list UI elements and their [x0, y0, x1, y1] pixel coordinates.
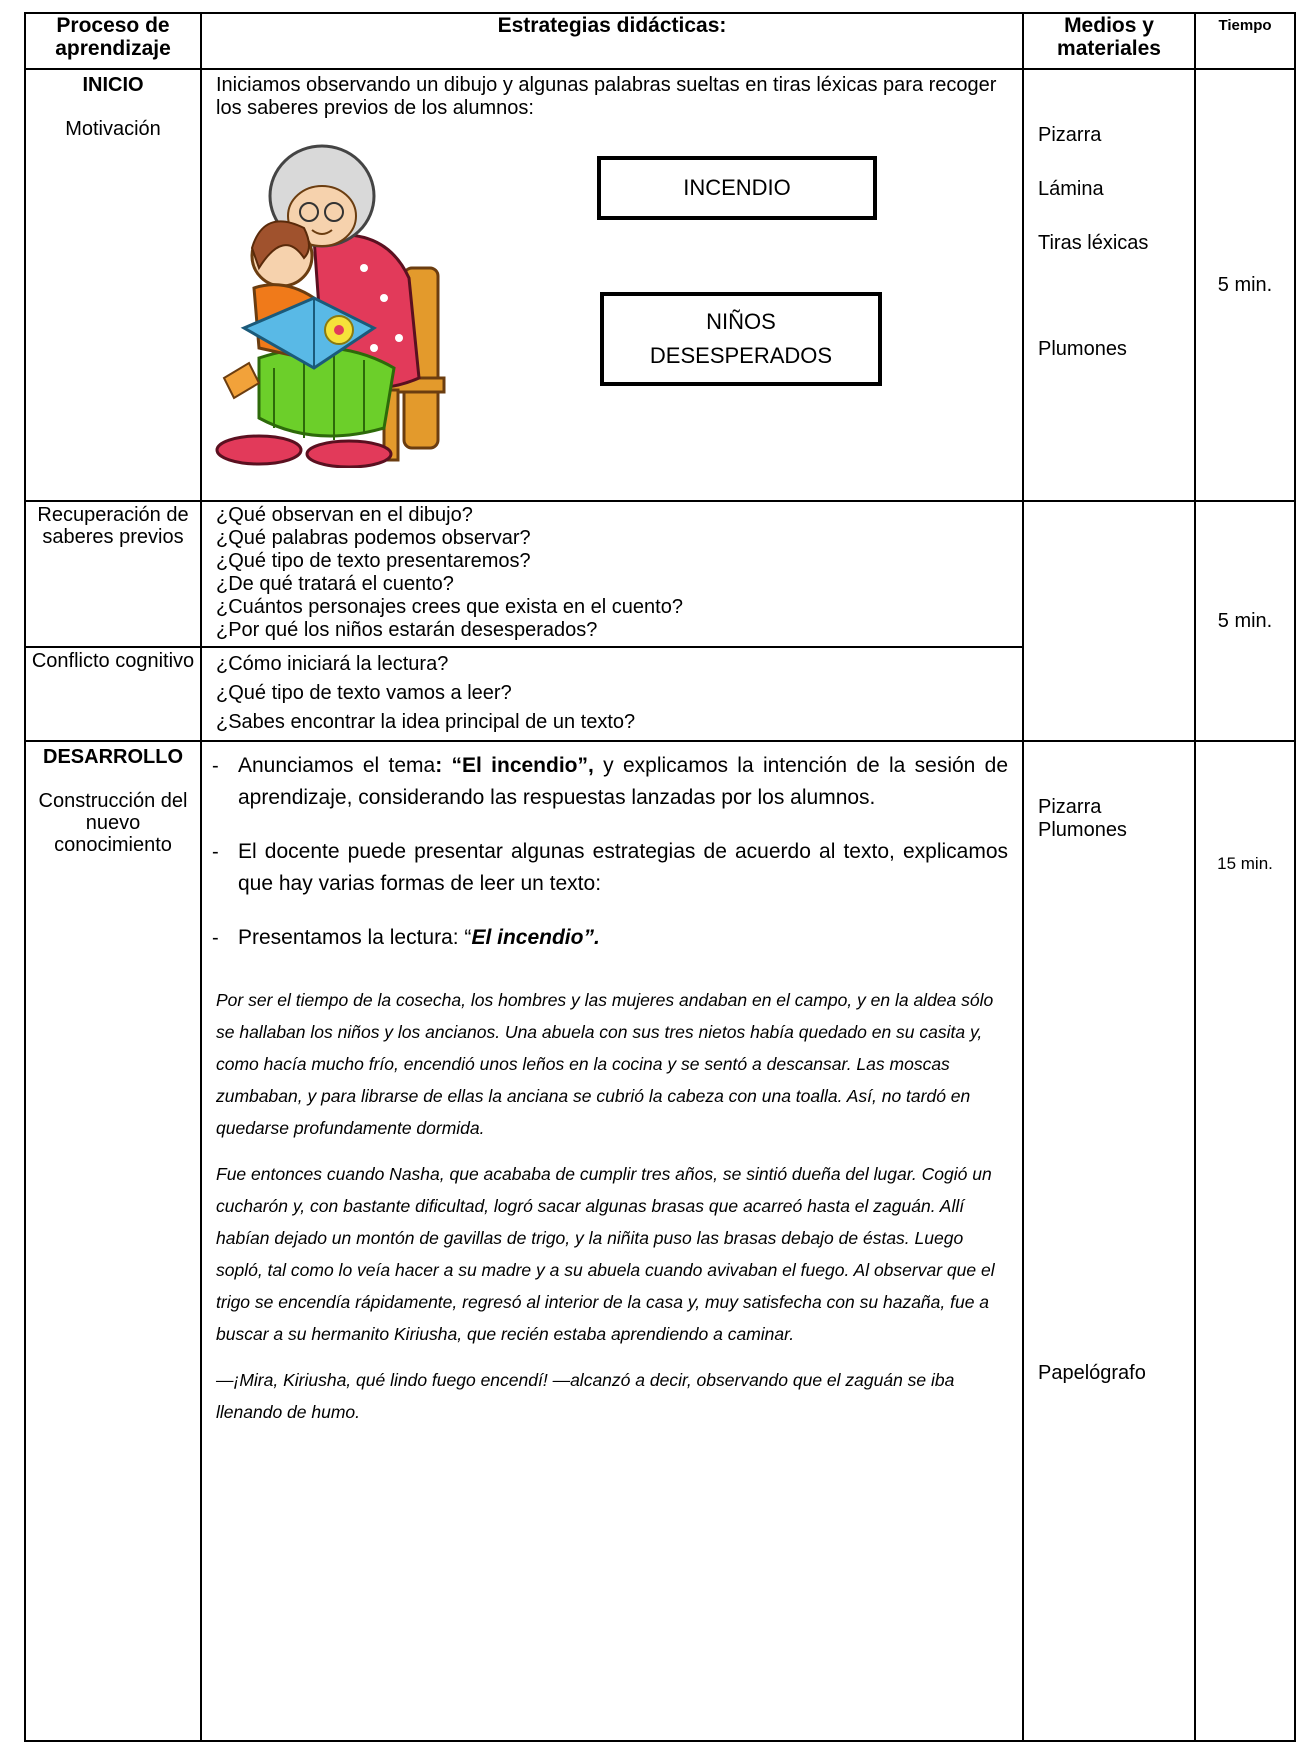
strategy-desarrollo [201, 741, 1023, 1741]
time-recuperacion: 5 min. [1195, 501, 1295, 741]
inicio-intro: Iniciamos observando un dibujo y algunas palabras sueltas en tiras léxicas para recoger los saberes previos de los alumnos: [216, 74, 997, 119]
material-plumones-2: Plumones [1038, 819, 1127, 841]
phase-desarrollo: DESARROLLO [43, 746, 183, 768]
row-inicio [25, 69, 1295, 501]
lesson-plan-table [24, 12, 1296, 1742]
strategy-inicio [201, 69, 1023, 501]
bullet3-title: El incendio”. [471, 926, 600, 949]
bullet3-pre: Presentamos la lectura: “ [238, 926, 472, 949]
stage-conflicto: Conflicto cognitivo [25, 647, 201, 741]
grandmother-reading-illustration [204, 128, 464, 468]
question-item: ¿Cuántos personajes crees que exista en el cuento? [216, 596, 683, 618]
phase-inicio-cell [25, 69, 201, 501]
bullet-presentamos [216, 922, 1008, 954]
bullet1-title: : “El incendio”, [435, 754, 594, 777]
materials-desarrollo [1023, 741, 1195, 1741]
question-item: ¿Qué tipo de texto presentaremos? [216, 550, 531, 572]
question-item: ¿De qué tratará el cuento? [216, 573, 454, 595]
strip2-line2: DESESPERADOS [649, 343, 833, 368]
motivation-illustration-area [214, 120, 1008, 500]
bullet2-text: El docente puede presentar algunas estrategias de acuerdo al texto, explicamos que hay varias formas de leer un texto: [238, 840, 1008, 895]
material-pizarra-2: Pizarra [1038, 796, 1102, 818]
material-plumones: Plumones [1038, 338, 1127, 360]
stage-recuperacion: Recuperación de saberes previos [25, 501, 201, 647]
bullet1-pre: Anunciamos el tema [238, 754, 436, 777]
material-pizarra: Pizarra [1038, 124, 1102, 146]
bullet-docente [216, 836, 1008, 900]
question-item: ¿Cómo iniciará la lectura? [216, 653, 449, 675]
question-item: ¿Qué tipo de texto vamos a leer? [216, 682, 512, 704]
word-strip-incendio: INCENDIO [597, 156, 877, 220]
question-item: ¿Por qué los niños estarán desesperados? [216, 619, 598, 641]
materials-inicio [1023, 69, 1195, 501]
header-row [25, 13, 1295, 69]
header-process: Proceso de aprendizaje [25, 13, 201, 69]
strategy-recuperacion [201, 501, 1023, 647]
story-paragraph: Fue entonces cuando Nasha, que acababa de cumplir tres años, se sintió dueña del lugar. Cogió un cucharón y, con bastante dificultad, logró sacar algunas brasas que acarreó hasta el zaguán. Allí habían dejado un montón de gavillas de trigo, y la niñita puso las brasas debajo de éstas. Luego sopló, tal como lo veía hacer a su madre y a su abuela cuando avivaban el fuego. Al observar que el trigo se encendía rápidamente, regresó al interior de la casa y, muy satisfecha con su hazaña, fue a buscar a su hermanito Kiriusha, que recién estaba aprendiendo a caminar. [216, 1164, 995, 1344]
word-strip-ninos-desesperados [600, 292, 882, 386]
material-tiras-lexicas: Tiras léxicas [1038, 232, 1149, 254]
phase-desarrollo-cell [25, 741, 201, 1741]
header-time: Tiempo [1195, 13, 1295, 69]
row-desarrollo [25, 741, 1295, 1741]
story-paragraph: —¡Mira, Kiriusha, qué lindo fuego encendí! —alcanzó a decir, observando que el zaguán se iba llenando de humo. [216, 1370, 955, 1422]
story-paragraph: Por ser el tiempo de la cosecha, los hombres y las mujeres andaban en el campo, y en la aldea sólo se hallaban los niños y los ancianos. Una abuela con sus tres nietos había quedado en su casita y, como hacía mucho frío, encendió unos leños en la cocina y se sentó a descansar. Las moscas zumbaban, y para librarse de ellas la anciana se cubrió la cabeza con una toalla. Así, no tardó en quedarse profundamente dormida. [216, 990, 994, 1138]
strip2-line1: NIÑOS [706, 309, 776, 334]
bullet1-post: y explicamos la intención de la sesión de aprendizaje, considerando las respuestas lanzadas por los alumnos. [238, 754, 1009, 809]
question-item: ¿Qué observan en el dibujo? [216, 504, 473, 526]
question-item: ¿Sabes encontrar la idea principal de un texto? [216, 711, 636, 733]
question-item: ¿Qué palabras podemos observar? [216, 527, 531, 549]
phase-inicio: INICIO [82, 74, 144, 96]
story-text [216, 984, 1008, 1428]
row-recuperacion [25, 501, 1295, 647]
strategy-conflicto [201, 647, 1023, 741]
header-strategies: Estrategias didácticas: [201, 13, 1023, 69]
materials-recuperacion [1023, 501, 1195, 741]
bullet-anunciamos [216, 750, 1008, 814]
stage-motivacion: Motivación [65, 118, 161, 140]
time-inicio: 5 min. [1195, 69, 1295, 501]
material-papelografo: Papelógrafo [1038, 1362, 1146, 1384]
time-desarrollo: 15 min. [1195, 741, 1295, 1741]
stage-construccion: Construcción del nuevo conocimiento [38, 790, 188, 856]
header-materials: Medios y materiales [1023, 13, 1195, 69]
material-lamina: Lámina [1038, 178, 1104, 200]
